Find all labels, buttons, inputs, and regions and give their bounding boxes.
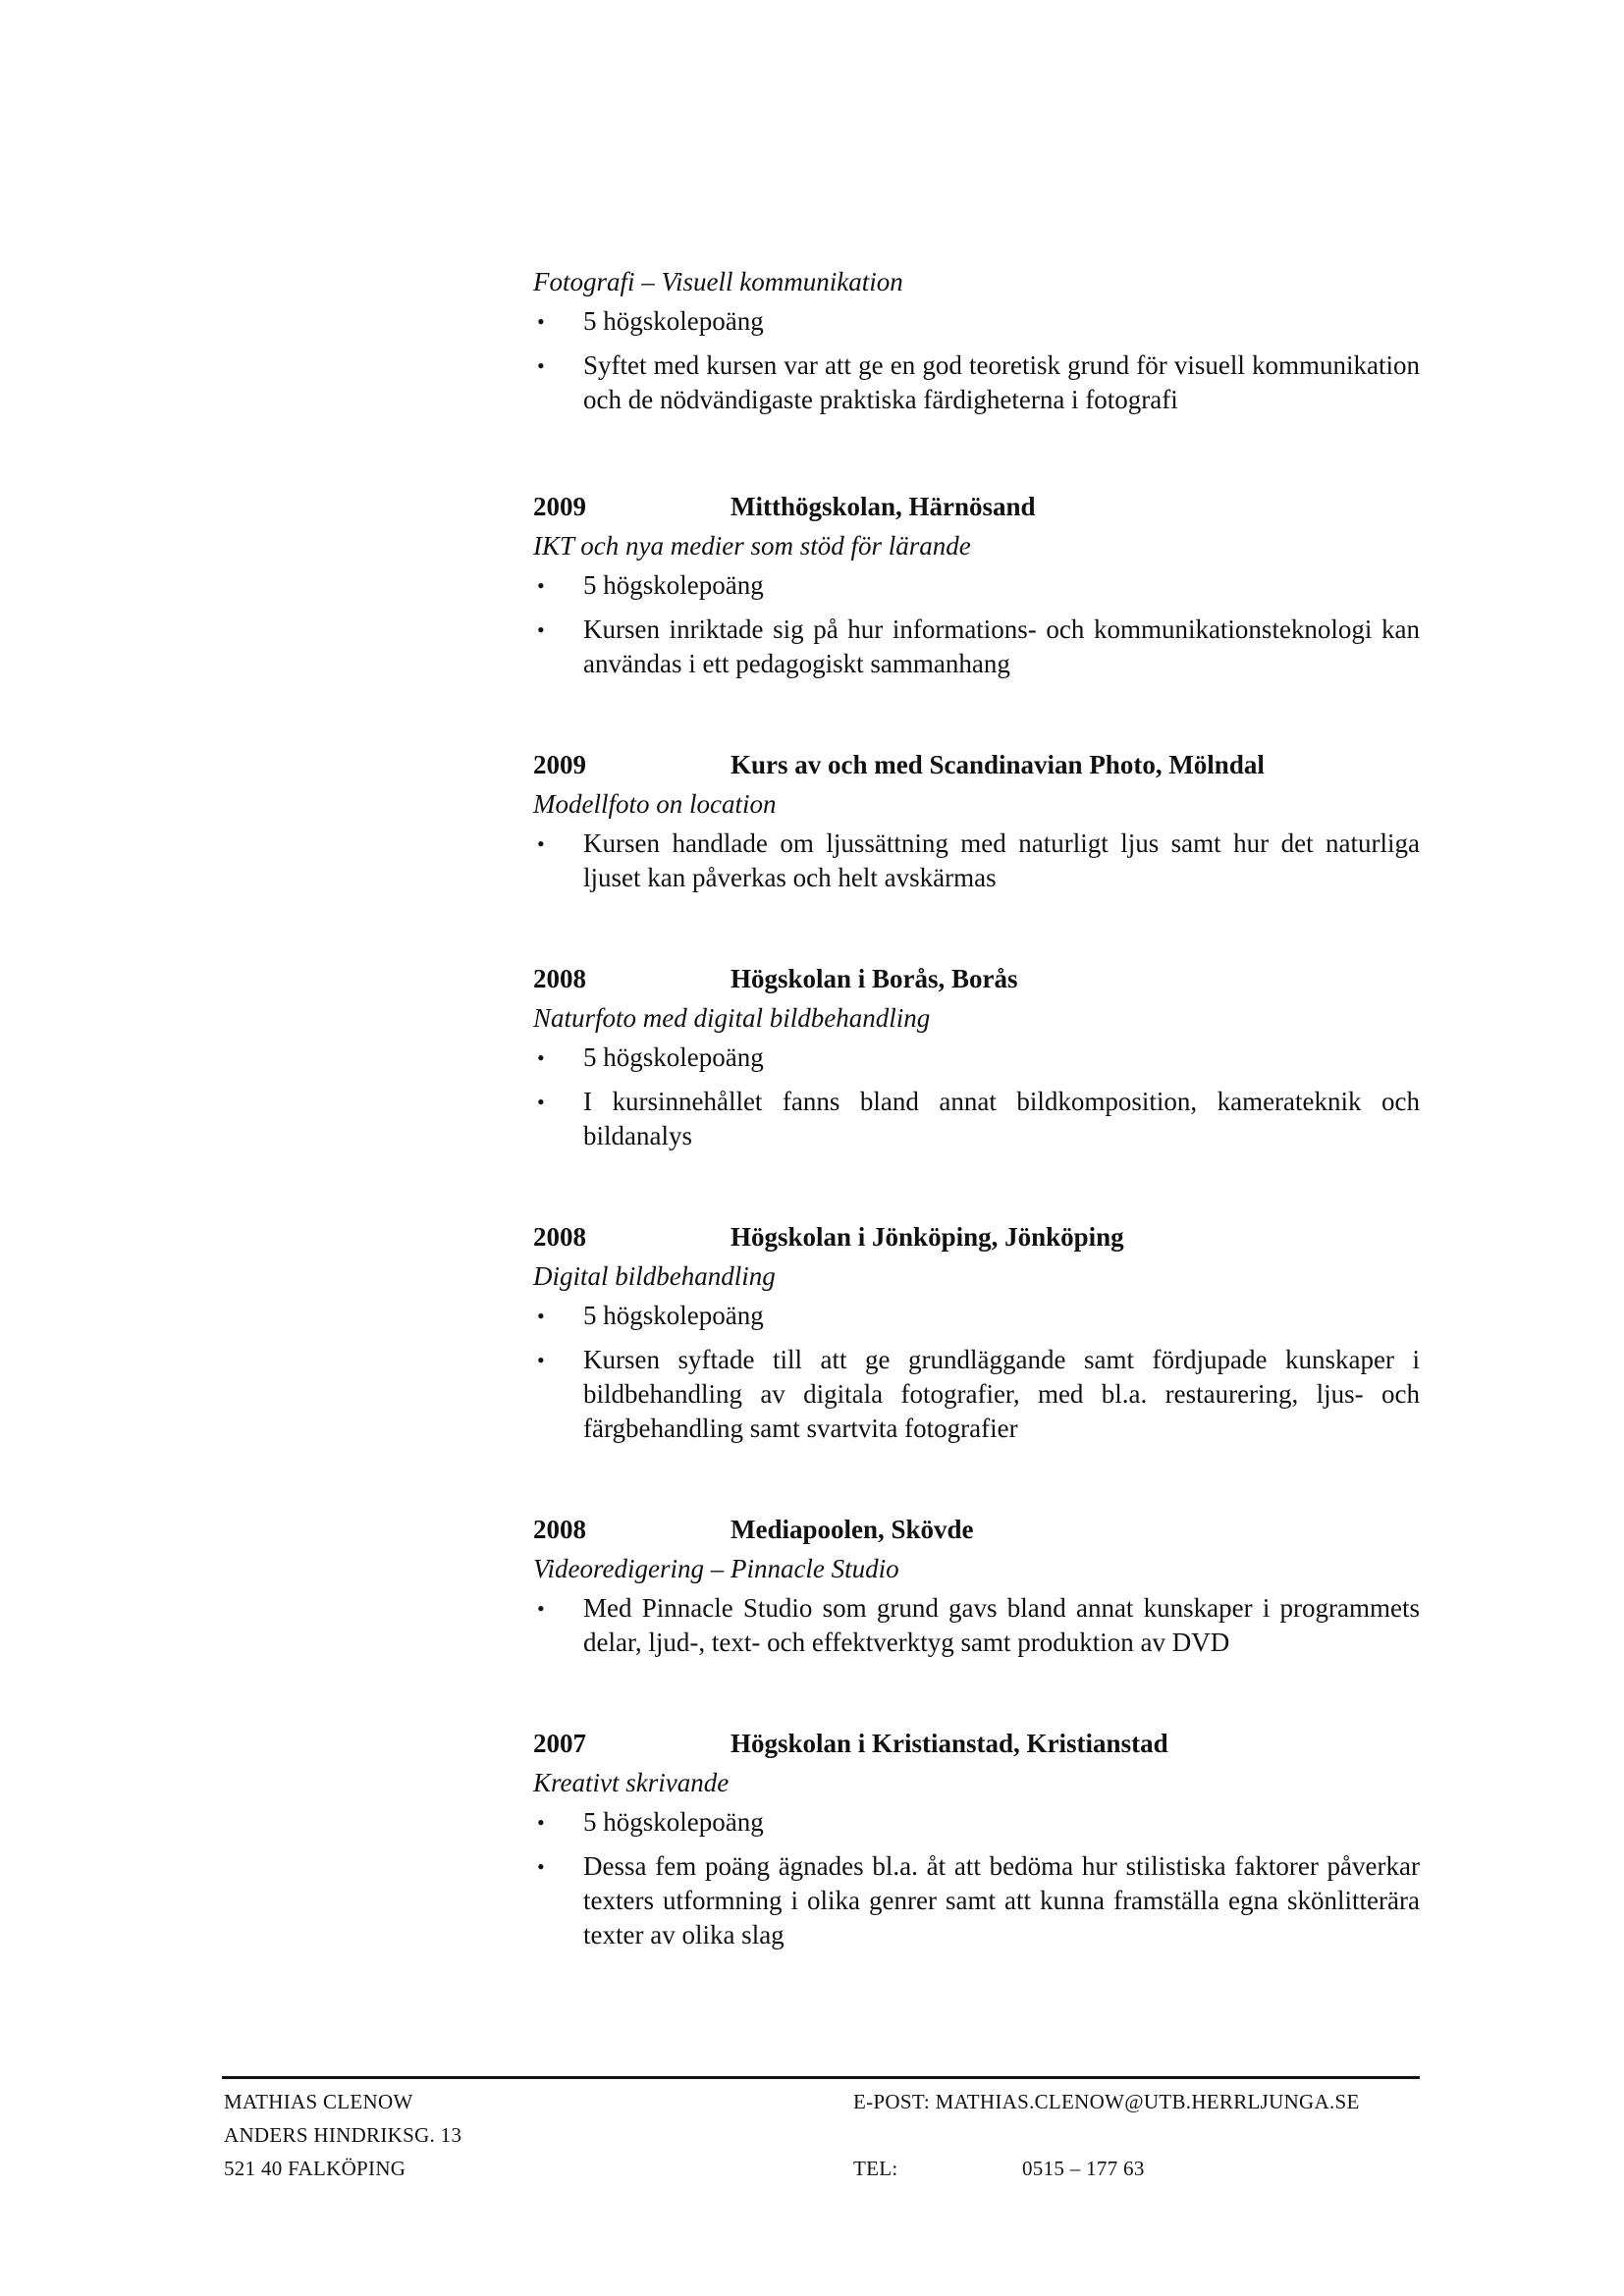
bullet-text: Kursen handlade om ljussättning med naturligt ljus samt hur det naturliga ljuset kan påverkas och helt avskärmas [583, 828, 1420, 892]
footer [224, 2085, 1420, 2193]
bullet-icon: • [537, 1045, 545, 1070]
footer-divider [222, 2076, 1420, 2079]
bullet-item [533, 348, 1420, 417]
footer-street: ANDERS HINDRIKSG. 13 [224, 2123, 462, 2147]
bullet-icon: • [537, 1304, 545, 1328]
entry-bullet-list [533, 568, 1420, 681]
entry-institution: Högskolan i Jönköping, Jönköping [731, 1222, 1124, 1252]
entry-course-title: IKT och nya medier som stöd för lärande [533, 531, 971, 561]
entry-course-title: Videoredigering – Pinnacle Studio [533, 1554, 899, 1583]
entry-bullet-list [533, 827, 1420, 895]
bullet-text: Dessa fem poäng ägnades bl.a. åt att bedöma hur stilistiska faktorer påverkar texters utformning i olika genrer samt att kunna framställa egna skönlitterära texter av olika slag [583, 1851, 1420, 1949]
entry-bullet-list [533, 1805, 1420, 1952]
bullet-text: 5 högskolepoäng [583, 1301, 764, 1330]
bullet-text: 5 högskolepoäng [583, 306, 764, 336]
bullet-item [533, 1805, 1420, 1840]
tel-label: TEL: [853, 2157, 898, 2180]
education-entry [533, 1727, 1420, 1952]
entry-heading [533, 1727, 1420, 1760]
entry-year: 2008 [533, 1515, 586, 1544]
bullet-item [533, 1299, 1420, 1333]
tel-value: 0515 – 177 63 [1022, 2157, 1145, 2180]
entry-heading [533, 490, 1420, 523]
bullet-text: 5 högskolepoäng [583, 570, 764, 600]
footer-tel [853, 2152, 1360, 2185]
bullet-item [533, 1085, 1420, 1153]
bullet-icon: • [537, 1090, 545, 1114]
entry-bullet-list [533, 1299, 1420, 1446]
email-value: MATHIAS.CLENOW@UTB.HERRLJUNGA.SE [935, 2090, 1360, 2113]
entry-year: 2008 [533, 964, 586, 993]
bullet-text: 5 högskolepoäng [583, 1807, 764, 1837]
entry-course-title: Modellfoto on location [533, 789, 777, 819]
bullet-icon: • [537, 573, 545, 598]
entry-institution: Högskolan i Borås, Borås [731, 964, 1018, 993]
entry-institution: Högskolan i Kristianstad, Kristianstad [731, 1729, 1168, 1758]
bullet-item [533, 1041, 1420, 1075]
education-list [533, 265, 1420, 2019]
entry-bullet-list [533, 1041, 1420, 1153]
bullet-text: I kursinnehållet fanns bland annat bildkomposition, kamerateknik och bildanalys [583, 1087, 1420, 1150]
entry-bullet-list [533, 304, 1420, 417]
footer-city: 521 40 FALKÖPING [224, 2157, 406, 2180]
entry-year: 2009 [533, 492, 586, 521]
entry-heading [533, 748, 1420, 781]
entry-course-title: Naturfoto med digital bildbehandling [533, 1003, 931, 1033]
entry-course-title: Kreativt skrivande [533, 1768, 730, 1797]
entry-course-title: Fotografi – Visuell kommunikation [533, 267, 903, 296]
bullet-icon: • [537, 1348, 545, 1372]
bullet-text: 5 högskolepoäng [583, 1042, 764, 1072]
email-label: E-POST: [853, 2090, 931, 2113]
education-entry [533, 1220, 1420, 1446]
bullet-text: Syftet med kursen var att ge en god teoretisk grund för visuell kommunikation och de nödvändigaste praktiska färdigheterna i fotografi [583, 350, 1420, 414]
bullet-icon: • [537, 309, 545, 334]
footer-address [224, 2085, 461, 2185]
entry-institution: Mitthögskolan, Härnösand [731, 492, 1036, 521]
footer-email [853, 2085, 1360, 2118]
education-entry [533, 265, 1420, 417]
bullet-item [533, 1591, 1420, 1660]
entry-bullet-list [533, 1591, 1420, 1660]
entry-heading [533, 1220, 1420, 1254]
bullet-icon: • [537, 1854, 545, 1879]
education-entry [533, 1513, 1420, 1660]
entry-institution: Mediapoolen, Skövde [731, 1515, 974, 1544]
entry-year: 2007 [533, 1729, 586, 1758]
bullet-icon: • [537, 1810, 545, 1835]
education-entry [533, 748, 1420, 895]
bullet-text: Kursen syftade till att ge grundläggande samt fördjupade kunskaper i bildbehandling av digitala fotografier, med bl.a. restaurering, ljus- och färgbehandling samt svartvita fotografier [583, 1345, 1420, 1443]
bullet-item [533, 304, 1420, 339]
bullet-icon: • [537, 831, 545, 856]
entry-course-title: Digital bildbehandling [533, 1261, 776, 1291]
footer-contact [853, 2085, 1360, 2185]
education-entry [533, 490, 1420, 681]
bullet-text: Kursen inriktade sig på hur informations- och kommunikationsteknologi kan användas i ett pedagogiskt sammanhang [583, 614, 1420, 678]
entry-year: 2009 [533, 750, 586, 779]
entry-heading [533, 962, 1420, 995]
bullet-item [533, 613, 1420, 681]
footer-name: MATHIAS CLENOW [224, 2090, 413, 2113]
bullet-icon: • [537, 1596, 545, 1621]
entry-year: 2008 [533, 1222, 586, 1252]
bullet-item [533, 568, 1420, 603]
bullet-icon: • [537, 617, 545, 642]
entry-institution: Kurs av och med Scandinavian Photo, Mölndal [731, 750, 1265, 779]
bullet-item [533, 1343, 1420, 1446]
bullet-item [533, 1849, 1420, 1952]
bullet-text: Med Pinnacle Studio som grund gavs bland annat kunskaper i programmets delar, ljud-, text- och effektverktyg samt produktion av DVD [583, 1593, 1420, 1657]
education-entry [533, 962, 1420, 1153]
bullet-icon: • [537, 353, 545, 378]
bullet-item [533, 827, 1420, 895]
entry-heading [533, 1513, 1420, 1546]
